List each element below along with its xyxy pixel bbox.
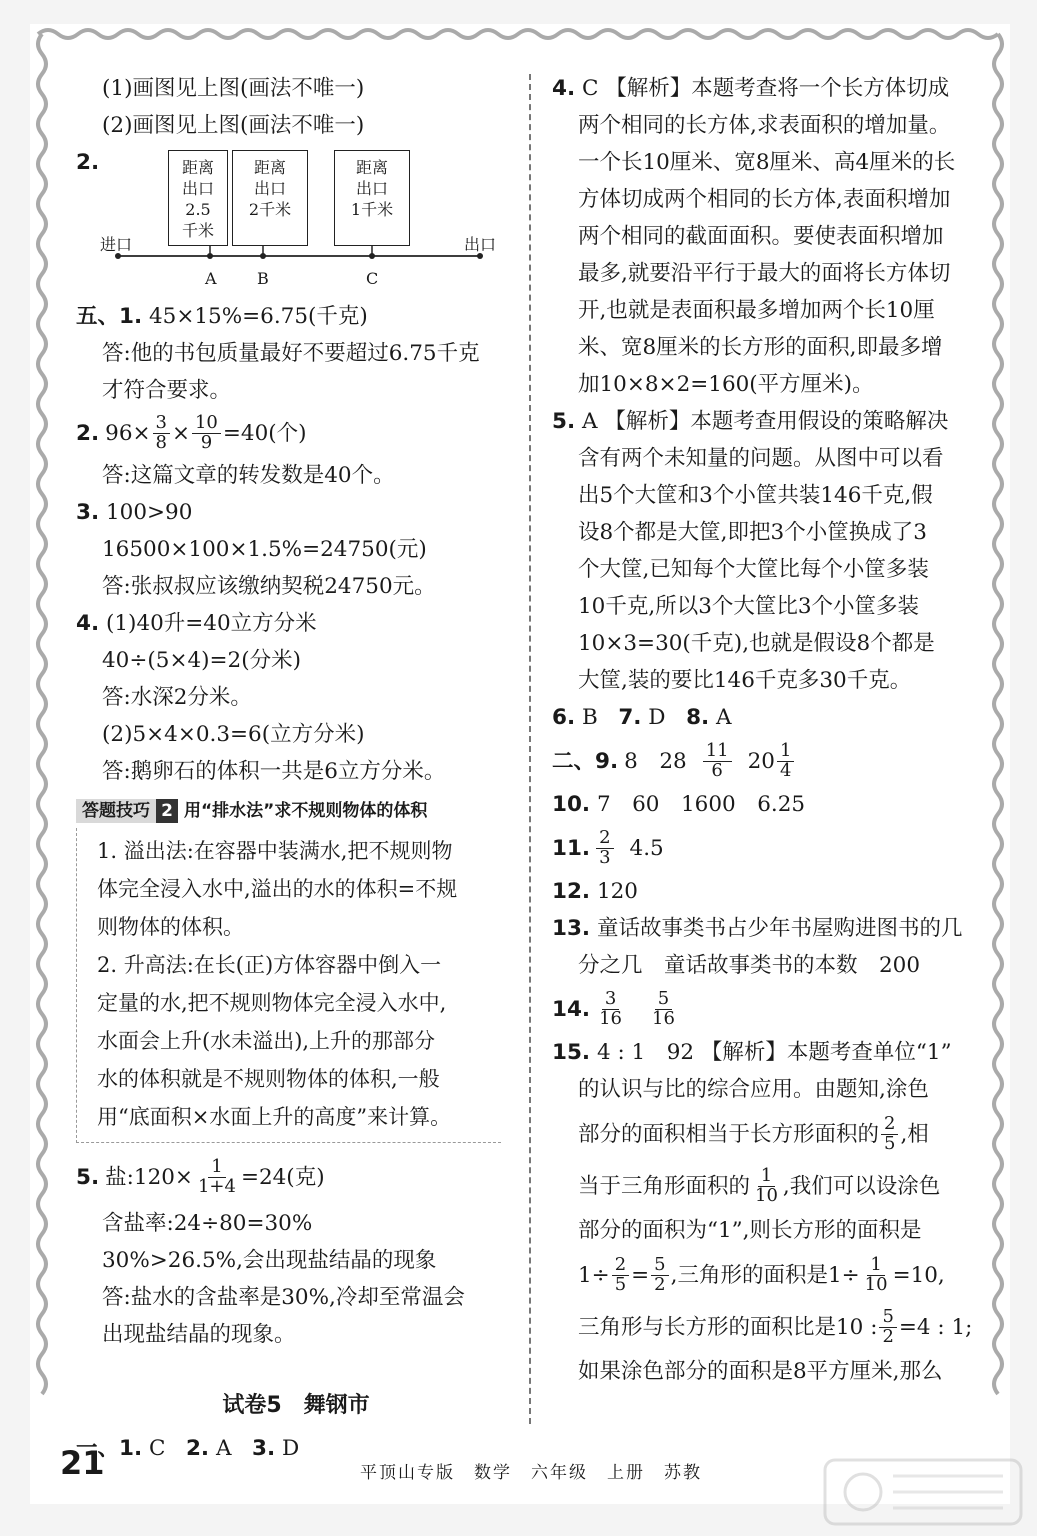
sign-c-text: 1千米: [350, 200, 394, 219]
explanation-text: =4 : 1;: [898, 1314, 973, 1340]
answer-line: 才符合要求。: [102, 378, 232, 403]
equation-part: ×: [171, 420, 190, 446]
answer-line: 10×3=30(千克),也就是假设8个都是: [578, 631, 935, 656]
question-number: 11.: [552, 835, 591, 861]
fraction: [752, 1164, 781, 1206]
fraction: [862, 1253, 891, 1295]
tip-line: 1. 溢出法:在容器中装满水,把不规则物: [97, 839, 453, 863]
explanation-text: ,我们可以设涂色: [782, 1173, 941, 1199]
answer-line: [552, 910, 987, 947]
explanation-text: C 【解析】本题考查将一个长方体切成: [581, 76, 950, 101]
distance-diagram: [76, 142, 516, 288]
question-number: 4.: [76, 611, 100, 636]
equation-part: 96×: [105, 420, 151, 446]
denominator: 10: [755, 1184, 778, 1206]
answer-line: 的认识与比的综合应用。由题知,涂色: [578, 1077, 929, 1102]
numerator: 10: [192, 414, 221, 434]
fraction: [649, 987, 678, 1029]
explanation-text: A 【解析】本题考查用假设的策略解决: [581, 409, 949, 434]
answer-line: 16500×100×1.5%=24750(元): [102, 537, 427, 562]
answer-line: 答:盐水的含盐率是30%,冷却至常温会: [102, 1285, 465, 1310]
answer-line: [76, 298, 516, 335]
numerator: 2: [596, 829, 613, 849]
equation: 45×15%=6.75(千克): [148, 304, 368, 329]
explanation-text: =10,: [892, 1262, 945, 1288]
answer: D: [281, 1436, 300, 1461]
answer-line: 部分的面积为“1”,则长方形的面积是: [578, 1218, 922, 1243]
footer-text: 平顶山专版 数学 六年级 上册 苏教: [360, 1463, 702, 1483]
answer: C: [148, 1436, 166, 1461]
question-4-block: [552, 70, 987, 403]
question-number: 13.: [552, 916, 591, 941]
answer-line: 加10×8×2=160(平方厘米)。: [578, 372, 874, 397]
answer-line: [552, 403, 987, 440]
answer-line: 答:水深2分米。: [102, 685, 252, 710]
question-number: 一、1.: [76, 1436, 143, 1461]
answer-line: 分之几 童话故事类书的本数 200: [578, 953, 921, 978]
fraction: [195, 1155, 239, 1197]
answer-line: (1)画图见上图(画法不唯一): [102, 76, 365, 101]
question-number: 3.: [76, 500, 100, 525]
equation-part: 盐:120×: [105, 1164, 193, 1190]
tip-line: 水的体积就是不规则物体的体积,一般: [97, 1067, 440, 1091]
question-number: 二、9.: [552, 748, 619, 774]
denominator: 5: [884, 1132, 896, 1154]
answer-line: [76, 494, 516, 531]
answer: 7 60 1600 6.25: [596, 792, 806, 817]
answer-line: 两个相同的截面面积。要使表面积增加: [578, 224, 944, 249]
question-number: 3.: [251, 1436, 276, 1461]
fraction: [596, 987, 625, 1029]
denominator: 4: [779, 759, 792, 781]
sign-b-text: 2千米: [248, 200, 292, 219]
answer-line: 米、宽8厘米的长方形的面积,即最多增: [578, 335, 943, 360]
equation-part: =40(个): [222, 420, 307, 446]
sign-b-text: 距离: [253, 158, 286, 177]
tip-header: [76, 796, 516, 826]
answer-line: 最多,就要沿平行于最大的面将长方体切: [578, 261, 951, 286]
question-number: 5.: [552, 409, 576, 434]
fraction: [153, 411, 170, 453]
answer: 童话故事类书占少年书屋购进图书的几: [596, 916, 963, 941]
column-divider: [529, 74, 531, 1424]
equation: (1)40升=40立方分米: [105, 611, 317, 636]
tip-line: 2. 升高法:在长(正)方体容器中倒入一: [97, 953, 442, 977]
page-number: 21: [60, 1444, 105, 1482]
denominator: 10: [864, 1273, 888, 1295]
answer-line: 方体切成两个相同的长方体,表面积增加: [578, 187, 951, 212]
answer-line: 开,也就是表面积最多增加两个长10厘: [578, 298, 935, 323]
point-a-label: A: [205, 269, 217, 288]
question-number: 2.: [185, 1436, 210, 1461]
fraction: [879, 1305, 896, 1347]
numerator: 2: [612, 1256, 629, 1276]
answer-line: [552, 1249, 987, 1301]
answer-line: [552, 736, 987, 786]
answer-line: 出5个大筐和3个小筐共装146千克,假: [578, 483, 933, 508]
sign-a-text: 出口: [181, 179, 214, 198]
answer-line: (2)画图见上图(画法不唯一): [102, 113, 365, 138]
sign-c-text: 距离: [355, 158, 388, 177]
answer: A: [215, 1436, 232, 1461]
explanation-text: 部分的面积相当于长方形面积的: [578, 1121, 880, 1147]
answer-line: 答:这篇文章的转发数是40个。: [102, 463, 395, 488]
answer-line: [552, 823, 987, 873]
answer-line: (2)5×4×0.3=6(立方分米): [102, 722, 365, 747]
answer-line: [552, 1108, 987, 1160]
question-number: 10.: [552, 792, 591, 817]
numerator: 5: [879, 1308, 896, 1328]
answer-line: 一个长10厘米、宽8厘米、高4厘米的长: [578, 150, 956, 175]
answer: A: [716, 705, 732, 730]
question-number: 五、1.: [76, 304, 143, 329]
question-number: 4.: [552, 76, 576, 101]
answer-line: [552, 984, 987, 1034]
tip-line: 则物体的体积。: [97, 915, 244, 939]
left-column: [76, 70, 516, 1467]
numerator: 1: [208, 1158, 225, 1178]
question-number: 8.: [686, 705, 710, 730]
denominator: 6: [711, 759, 723, 781]
tip-number: 2: [156, 799, 178, 823]
tip-line: 体完全浸入水中,溢出的水的体积=不规: [97, 877, 458, 901]
answer-line: 出现盐结晶的现象。: [102, 1322, 296, 1347]
answer: 8 28: [624, 748, 687, 774]
denominator: 1+4: [197, 1175, 236, 1197]
numerator: 1: [867, 1256, 884, 1276]
answer-line: 含盐率:24÷80=30%: [102, 1211, 313, 1236]
explanation-text: 1÷: [578, 1262, 610, 1288]
answer: 4.5: [629, 835, 664, 861]
question-number: 12.: [552, 879, 591, 904]
question-number: 2.: [76, 420, 100, 446]
numerator: 5: [655, 990, 672, 1010]
denominator: 3: [599, 846, 611, 868]
numerator: 1: [758, 1167, 775, 1187]
numerator: 3: [602, 990, 619, 1010]
denominator: 9: [200, 431, 213, 453]
answer-line: [76, 605, 516, 642]
explanation-text: ,三角形的面积是1÷: [670, 1262, 860, 1288]
denominator: 5: [614, 1273, 627, 1295]
answer-line: 答:张叔叔应该缴纳契税24750元。: [102, 574, 436, 599]
explanation-text: 三角形与长方形的面积比是10 :: [578, 1314, 878, 1340]
answer-line: 个大筐,已知每个大筐比每个小筐多装: [578, 557, 929, 582]
fraction: [596, 826, 613, 868]
fraction: [703, 739, 732, 781]
road-line: [76, 142, 496, 292]
question-number: 2.: [76, 150, 100, 175]
denominator: 16: [652, 1007, 675, 1029]
section-heading: 试卷5 舞钢市: [222, 1393, 370, 1418]
tip-line: 水面会上升(水未溢出),上升的那部分: [97, 1029, 436, 1053]
answer-line: 两个相同的长方体,求表面积的增加量。: [578, 113, 951, 138]
sign-c-text: 出口: [355, 179, 388, 198]
answer-line: [552, 70, 987, 107]
point-b-label: B: [257, 269, 269, 288]
fraction: [612, 1253, 629, 1295]
answer-line: 大筐,装的要比146千克多30千克。: [578, 668, 912, 693]
answer-line: [552, 1034, 987, 1071]
explanation-text: 4 : 1 92 【解析】本题考查单位“1”: [596, 1040, 952, 1065]
answer-line: 30%>26.5%,会出现盐结晶的现象: [102, 1248, 437, 1273]
answer: 20: [747, 748, 775, 774]
question-number: 7.: [618, 705, 642, 730]
right-column: [552, 70, 987, 1390]
numerator: 2: [881, 1115, 898, 1135]
answer-line: [552, 873, 987, 910]
tip-body: [76, 828, 501, 1143]
denominator: 2: [654, 1273, 666, 1295]
answer-line: [552, 699, 987, 736]
answer-line: [76, 1149, 516, 1205]
exit-label: 出口: [464, 235, 497, 254]
tip-box: [76, 796, 516, 1143]
equation-part: =24(克): [240, 1164, 325, 1190]
sign-a-text: 千米: [181, 221, 214, 240]
denominator: 8: [155, 431, 167, 453]
sign-a-text: 距离: [181, 158, 214, 177]
answer: B: [581, 705, 598, 730]
tip-line: 定量的水,把不规则物体完全浸入水中,: [97, 991, 447, 1015]
answer-line: [76, 409, 516, 457]
answer-line: [552, 1160, 987, 1212]
numerator: 11: [703, 742, 732, 762]
fraction: [881, 1112, 898, 1154]
tip-tag: 答题技巧: [76, 799, 156, 823]
sign-a-text: 2.5: [185, 200, 211, 219]
explanation-text: =: [631, 1262, 650, 1288]
answer-line: 含有两个未知量的问题。从图中可以看: [578, 446, 944, 471]
question-number: 14.: [552, 996, 591, 1022]
entrance-label: 进口: [100, 235, 133, 254]
denominator: 2: [882, 1325, 894, 1347]
answer-line: 如果涂色部分的面积是8平方厘米,那么: [578, 1359, 943, 1384]
answer: 120: [596, 879, 638, 904]
tip-title: 用“排水法”求不规则物体的体积: [184, 800, 428, 821]
answer-line: 答:鹅卵石的体积一共是6立方分米。: [102, 759, 446, 784]
question-2-diagram-block: [76, 142, 516, 292]
sign-b-text: 出口: [253, 179, 286, 198]
point-c-label: C: [366, 269, 379, 288]
tip-line: 用“底面积×水面上升的高度”来计算。: [97, 1105, 452, 1129]
fraction: [192, 411, 221, 453]
fraction: [651, 1253, 668, 1295]
fraction: [777, 739, 794, 781]
numerator: 3: [153, 414, 170, 434]
denominator: 16: [599, 1007, 622, 1029]
watermark-logo: [823, 1456, 1023, 1528]
answer-line: 40÷(5×4)=2(分米): [102, 648, 301, 673]
explanation-text: 当于三角形面积的: [578, 1173, 751, 1199]
question-number: 15.: [552, 1040, 591, 1065]
answer-line: 答:他的书包质量最好不要超过6.75千克: [102, 341, 480, 366]
answer-line: 设8个都是大筐,即把3个小筐换成了3: [578, 520, 927, 545]
numerator: 1: [777, 742, 794, 762]
question-number: 6.: [552, 705, 576, 730]
question-number: 5.: [76, 1164, 100, 1190]
explanation-text: ,相: [900, 1121, 929, 1147]
answer: D: [648, 705, 666, 730]
answer-line: 10千克,所以3个大筐比3个小筐多装: [578, 594, 920, 619]
equation: 100>90: [105, 500, 193, 525]
numerator: 5: [651, 1256, 668, 1276]
answer-line: [552, 786, 987, 823]
question-5-block: [552, 403, 987, 699]
answer-line: [552, 1301, 987, 1353]
